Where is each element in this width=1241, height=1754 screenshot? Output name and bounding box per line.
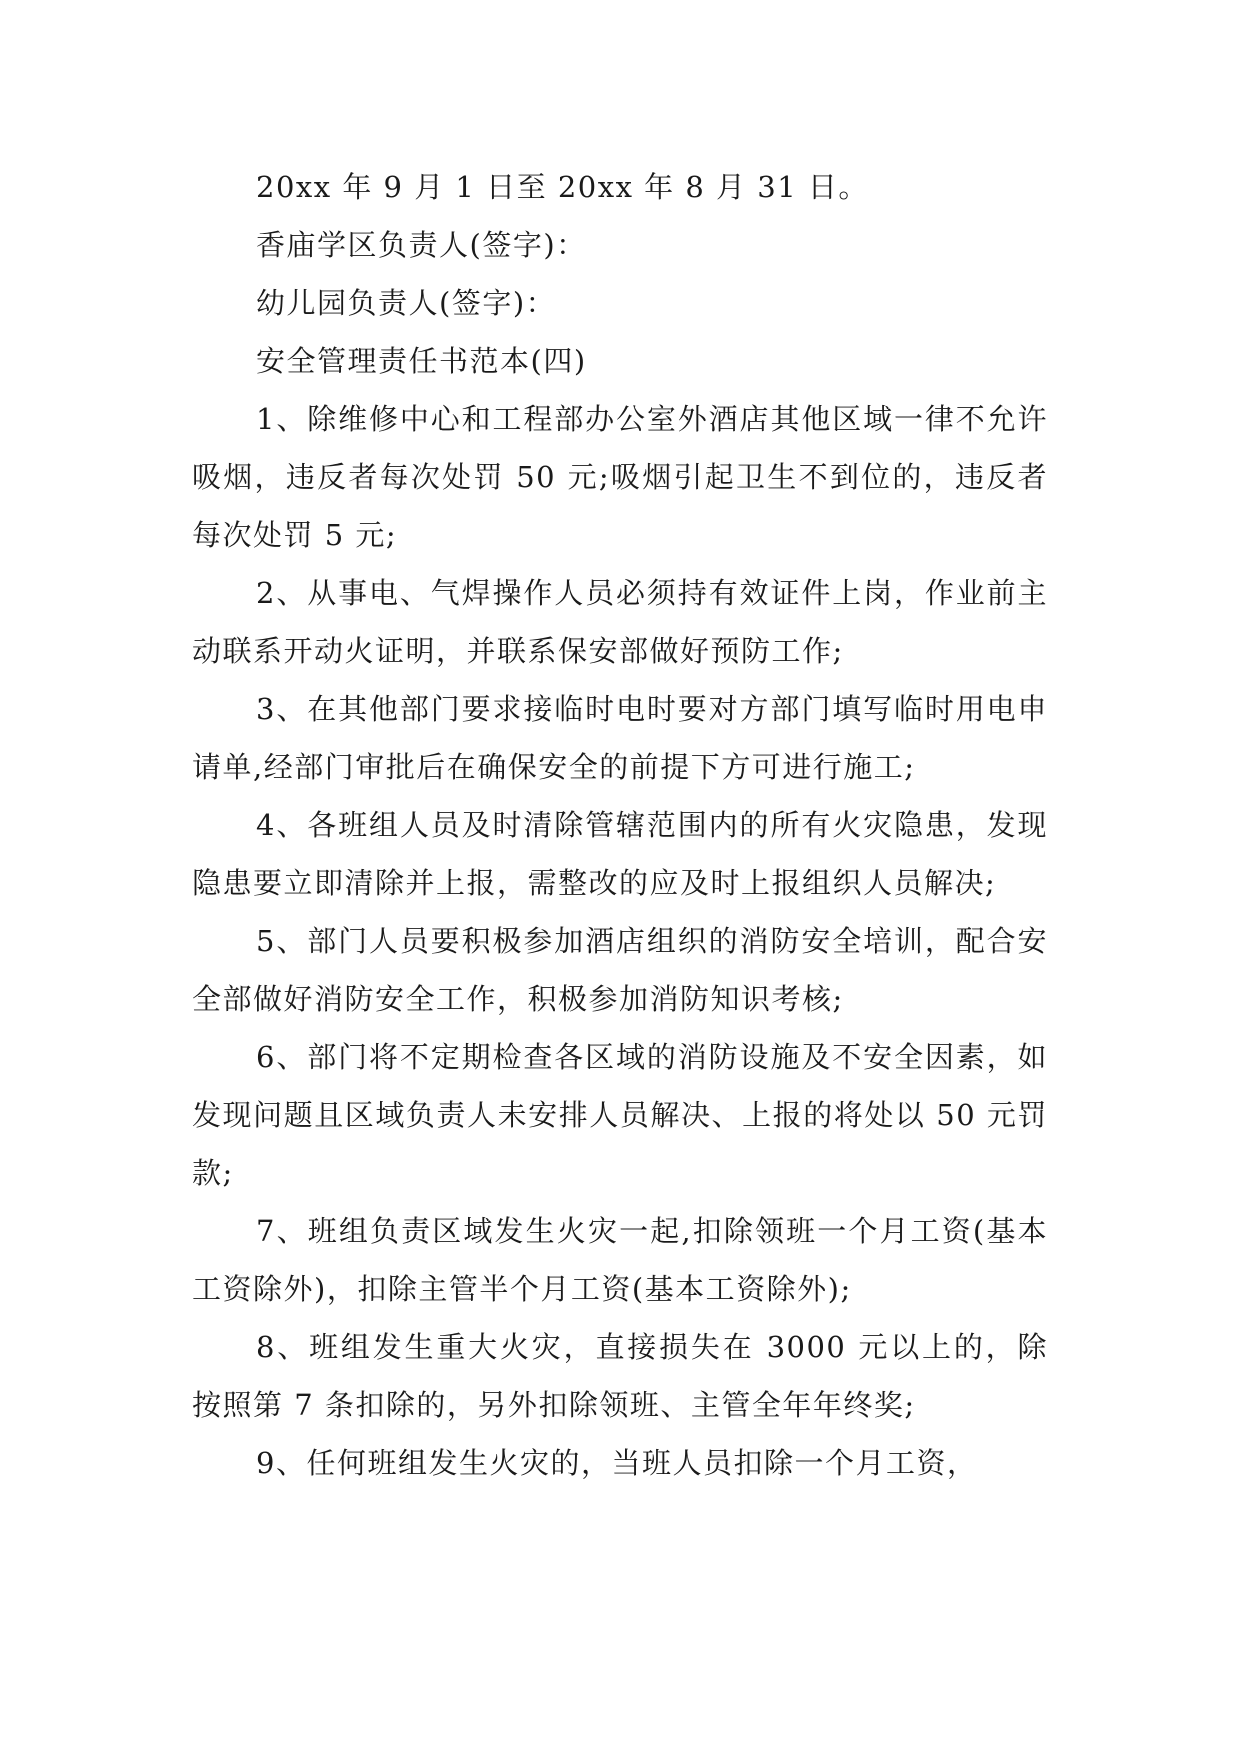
kindergarten-signature-line: 幼儿园负责人(签字)： bbox=[256, 286, 557, 320]
clause-4: 4、各班组人员及时清除管辖范围内的所有火灾隐患，发现隐患要立即清除并上报，需整改的应及时上报组织人员解决; bbox=[192, 808, 1048, 900]
clause-8: 8、班组发生重大火灾，直接损失在 3000 元以上的，除按照第 7 条扣除的，另外扣除领班、主管全年年终奖; bbox=[192, 1330, 1048, 1422]
district-signature-line: 香庙学区负责人(签字)： bbox=[256, 228, 587, 262]
clause-7: 7、班组负责区域发生火灾一起,扣除领班一个月工资(基本工资除外)，扣除主管半个月工资(基本工资除外); bbox=[192, 1214, 1048, 1306]
clause-5: 5、部门人员要积极参加酒店组织的消防安全培训，配合安全部做好消防安全工作，积极参加消防知识考核; bbox=[192, 924, 1048, 1016]
section-heading: 安全管理责任书范本(四) bbox=[256, 344, 587, 378]
clause-9: 9、任何班组发生火灾的，当班人员扣除一个月工资， bbox=[256, 1446, 978, 1480]
clause-2: 2、从事电、气焊操作人员必须持有效证件上岗，作业前主动联系开动火证明，并联系保安部做好预防工作; bbox=[192, 576, 1048, 668]
clause-6: 6、部门将不定期检查各区域的消防设施及不安全因素，如发现问题且区域负责人未安排人员解决、上报的将处以 50 元罚款; bbox=[192, 1040, 1048, 1190]
clause-1: 1、除维修中心和工程部办公室外酒店其他区域一律不允许吸烟，违反者每次处罚 50 元;吸烟引起卫生不到位的，违反者每次处罚 5 元; bbox=[192, 402, 1048, 552]
clause-3: 3、在其他部门要求接临时电时要对方部门填写临时用电申请单,经部门审批后在确保安全的前提下方可进行施工; bbox=[192, 692, 1048, 784]
date-range-line: 20xx 年 9 月 1 日至 20xx 年 8 月 31 日。 bbox=[256, 170, 869, 204]
document-body bbox=[192, 158, 1048, 1492]
